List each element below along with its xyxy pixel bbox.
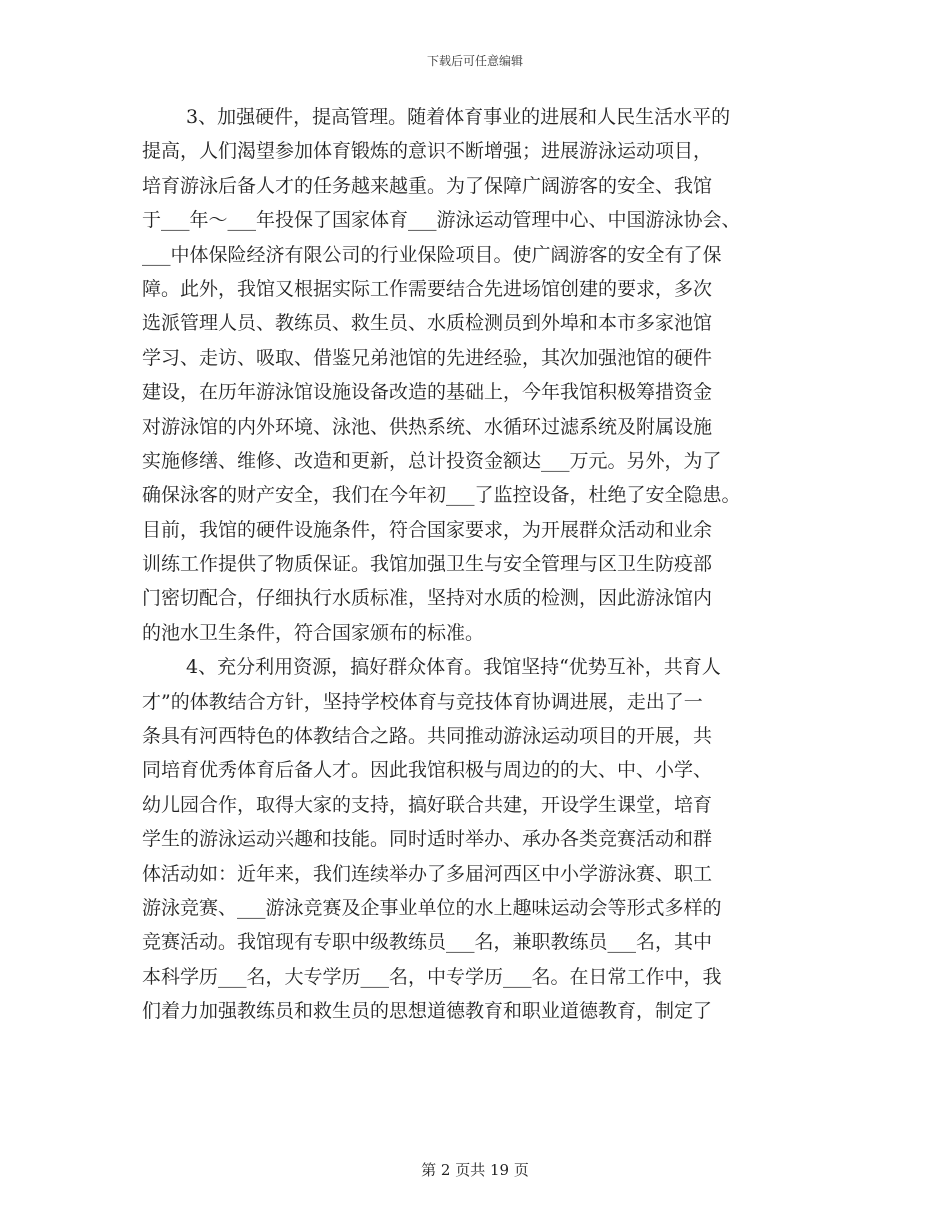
text-line: 3、加强硬件，提高管理。随着体育事业的进展和人民生活水平的	[186, 106, 731, 128]
page-header: 下载后可任意编辑	[426, 54, 523, 68]
text-line: 幼儿园合作，取得大家的支持，搞好联合共建，开设学生课堂，培育	[142, 793, 713, 816]
text-line: 门密切配合，仔细执行水质标准，坚持对水质的检测，因此游泳馆内	[142, 587, 713, 610]
paragraph-hardware-management	[142, 100, 812, 650]
text-line: 本科学历___名，大专学历___名，中专学历___名。在日常工作中，我	[142, 965, 722, 988]
paragraph-mass-sports	[142, 650, 812, 1028]
text-line: 选派管理人员、教练员、救生员、水质检测员到外埠和本市多家池馆	[142, 312, 713, 335]
text-line: 目前，我馆的硬件设施条件，符合国家要求，为开展群众活动和业余	[142, 518, 713, 541]
text-line: 游泳竞赛、___游泳竞赛及企事业单位的水上趣味运动会等形式多样的	[142, 896, 722, 919]
text-line: 同培育优秀体育后备人才。因此我馆积极与周边的的大、中、小学、	[142, 759, 713, 782]
page-footer: 第 2 页共 19 页	[421, 1161, 529, 1179]
text-line: 对游泳馆的内外环境、泳池、供热系统、水循环过滤系统及附属设施	[142, 415, 713, 438]
text-line: 实施修缮、维修、改造和更新，总计投资金额达___万元。另外，为了	[142, 449, 722, 472]
text-line: 提高，人们渴望参加体育锻炼的意识不断增强；进展游泳运动项目，	[142, 140, 713, 163]
text-line: 条具有河西特色的体教结合之路。共同推动游泳运动项目的开展，共	[142, 725, 713, 748]
text-line: 建设，在历年游泳馆设施设备改造的基础上，今年我馆积极筹措资金	[142, 381, 713, 404]
text-line: 培育游泳后备人才的任务越来越重。为了保障广阔游客的安全、我馆	[142, 174, 713, 197]
text-line: 学生的游泳运动兴趣和技能。同时适时举办、承办各类竞赛活动和群	[142, 828, 713, 851]
text-line: 们着力加强教练员和救生员的思想道德教育和职业道德教育，制定了	[142, 1000, 713, 1023]
document-body	[142, 100, 812, 1029]
text-line: ___中体保险经济有限公司的行业保险项目。使广阔游客的安全有了保	[142, 243, 722, 266]
text-line: 障。此外，我馆又根据实际工作需要结合先进场馆创建的要求，多次	[142, 277, 713, 300]
text-line: 的池水卫生条件，符合国家颁布的标准。	[142, 621, 485, 644]
text-line: 学习、走访、吸取、借鉴兄弟池馆的先进经验，其次加强池馆的硬件	[142, 346, 713, 369]
text-line: 训练工作提供了物质保证。我馆加强卫生与安全管理与区卫生防疫部	[142, 553, 713, 576]
text-line: 确保泳客的财产安全，我们在今年初___了监控设备，杜绝了安全隐患。	[142, 484, 741, 507]
text-line: 4、充分利用资源，搞好群众体育。我馆坚持“优势互补，共育人	[186, 656, 721, 679]
text-line: 体活动如：近年来，我们连续举办了多届河西区中小学游泳赛、职工	[142, 862, 713, 885]
text-line: 竞赛活动。我馆现有专职中级教练员___名，兼职教练员___名，其中	[142, 931, 713, 954]
text-line: 才”的体教结合方针，坚持学校体育与竞技体育协调进展，走出了一	[142, 690, 703, 713]
text-line: 于___年～___年投保了国家体育___游泳运动管理中心、中国游泳协会、	[142, 209, 741, 232]
